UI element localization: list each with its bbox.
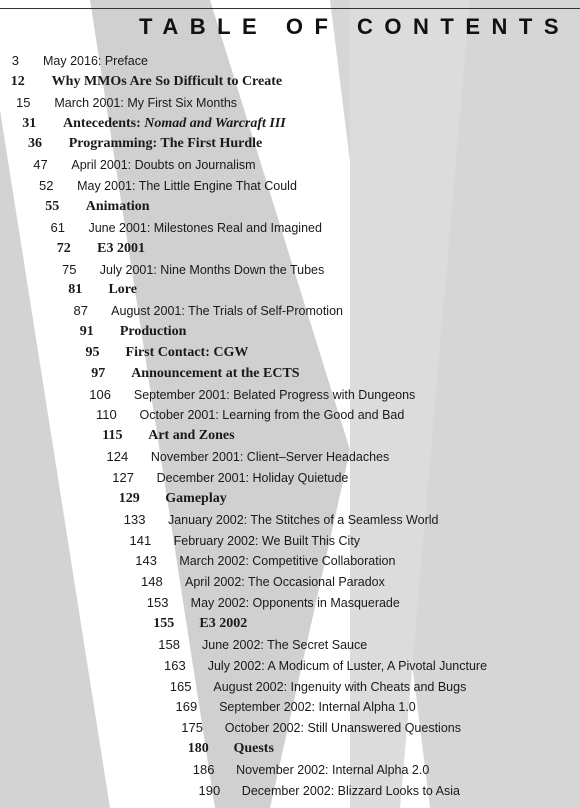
toc-page-number: 47: [33, 157, 48, 173]
toc-entry-title: [111, 301, 343, 321]
toc-entry-title: [157, 468, 349, 488]
toc-page-number: 133: [123, 511, 146, 527]
toc-entry-title-text: Art and Zones: [148, 428, 235, 444]
toc-entry[interactable]: [0, 197, 580, 217]
toc-entry-title: [69, 134, 263, 154]
toc-entry[interactable]: [0, 551, 580, 571]
toc-entry-title-text: May 2016: Preface: [43, 54, 148, 68]
toc-entry-title: [151, 447, 389, 467]
toc-entry-title-text: Production: [119, 324, 187, 340]
toc-page-number: 124: [106, 449, 129, 465]
toc-entry-title-text: August 2002: Ingenuity with Cheats and Bugs: [213, 679, 467, 694]
toc-entry-title-text: March 2001: My First Six Months: [54, 95, 238, 110]
toc-page-number: 87: [73, 303, 88, 319]
toc-entry[interactable]: [0, 531, 580, 551]
toc-entry-title: [225, 718, 461, 738]
toc-entry-title-text: November 2001: Client–Server Headaches: [150, 450, 390, 465]
toc-entry-title: [219, 697, 416, 717]
toc-page-number: 165: [169, 678, 192, 694]
toc-entry-title-text: Antecedents:: [63, 115, 145, 131]
toc-entry[interactable]: [0, 614, 580, 634]
toc-page-number: 180: [187, 741, 209, 757]
toc-entry[interactable]: [0, 405, 580, 425]
toc-entry-title-text: May 2001: The Little Engine That Could: [77, 179, 297, 194]
toc-entry-title-text: First Contact: CGW: [125, 344, 249, 360]
toc-entry-title: [120, 322, 187, 342]
toc-entry-title: [199, 614, 247, 634]
toc-page-number: 12: [10, 73, 25, 89]
toc-entry[interactable]: [0, 468, 580, 488]
toc-page-number: 148: [141, 574, 163, 590]
toc-entry-title-text: Lore: [108, 282, 137, 298]
toc-page-number: 163: [164, 657, 186, 673]
toc-entry-title: [52, 72, 282, 92]
toc-page-number: 143: [135, 553, 157, 569]
toc-entry[interactable]: [0, 364, 580, 384]
toc-entry-title: [71, 155, 255, 175]
toc-page-number: 110: [96, 407, 117, 423]
toc-page-number: 190: [198, 782, 221, 798]
toc-entry-title: [174, 531, 360, 551]
toc-entry-title: [202, 635, 367, 655]
toc-entry-title-text: December 2001: Holiday Quietude: [156, 471, 349, 485]
toc-entry-title-text: May 2002: Opponents in Masquerade: [190, 596, 400, 611]
toc-entry[interactable]: [0, 426, 580, 446]
toc-entry[interactable]: [0, 781, 580, 801]
toc-entry-title-text: September 2001: Belated Progress with Dungeons: [133, 387, 416, 402]
toc-entry[interactable]: [0, 260, 580, 280]
toc-entry-title: [191, 593, 400, 613]
toc-entry-title-text: April 2001: Doubts on Journalism: [71, 158, 256, 173]
toc-page-number: 81: [68, 282, 83, 298]
toc-entry[interactable]: [0, 322, 580, 342]
toc-entry-title: [233, 739, 273, 759]
toc-entry-title-text: September 2002: Internal Alpha 1.0: [219, 700, 416, 715]
toc-entry-title-text: June 2001: Milestones Real and Imagined: [88, 220, 322, 235]
toc-entry-title: [126, 343, 249, 363]
toc-page-number: 3: [11, 53, 19, 68]
toc-entry-title: [148, 426, 234, 446]
toc-entry[interactable]: [0, 72, 580, 92]
toc-entry-title-text: October 2001: Learning from the Good and Bad: [139, 408, 405, 423]
toc-page-number: 129: [118, 490, 140, 506]
toc-entry-title: [140, 405, 405, 425]
toc-entry-title-text: June 2002: The Secret Sauce: [202, 637, 368, 652]
toc-entry-title: [86, 197, 150, 217]
toc-page-number: 55: [45, 198, 60, 214]
toc-entry[interactable]: [0, 697, 580, 717]
toc-entry[interactable]: [0, 280, 580, 300]
toc-entry-title: [54, 93, 237, 113]
toc-entry-title-text: January 2002: The Stitches of a Seamless World: [167, 512, 439, 527]
toc-page-number: 115: [102, 428, 123, 444]
toc-page-number: 169: [175, 699, 198, 715]
toc-page-number: 141: [129, 532, 152, 548]
toc-entry[interactable]: [0, 301, 580, 321]
toc-entry[interactable]: [0, 343, 580, 363]
page-title: TABLE OF CONTENTS: [139, 14, 570, 39]
toc-entry-title-text: Why MMOs Are So Difficult to Create: [51, 73, 283, 89]
toc-entry-title-text: March 2002: Competitive Collaboration: [179, 554, 396, 569]
toc-entry-title: [97, 239, 145, 259]
toc-page-number: 158: [158, 636, 180, 652]
toc-entry-title-text: July 2002: A Modicum of Luster, A Pivotal Juncture: [207, 658, 488, 673]
toc-page-number: 75: [62, 261, 77, 277]
toc-entry[interactable]: [0, 593, 580, 613]
toc-entry-title: [131, 364, 299, 384]
toc-entry-title-text: Programming: The First Hurdle: [68, 136, 263, 152]
toc-entry-title-italic: Nomad and Warcraft III: [144, 115, 286, 131]
toc-entry-title-text: Gameplay: [165, 490, 227, 506]
toc-page-number: 175: [181, 720, 203, 736]
toc-entry-title: [213, 677, 466, 697]
toc-page-number: 52: [39, 178, 54, 194]
toc-entry-title-text: October 2002: Still Unanswered Questions: [224, 721, 461, 736]
toc-entry-title: [134, 385, 415, 405]
toc-page-number: 127: [112, 470, 134, 485]
toc-page-number: 91: [79, 324, 94, 340]
toc-entry[interactable]: [0, 677, 580, 697]
toc-entry[interactable]: [0, 134, 580, 154]
toc-entry-title-text: Quests: [233, 741, 274, 757]
toc-page-number: 155: [153, 615, 175, 631]
toc-entry-title: [63, 114, 286, 134]
toc-entry[interactable]: [0, 572, 580, 592]
toc-page-number: 186: [192, 761, 215, 777]
toc-entry-title: [242, 781, 460, 801]
toc-entry[interactable]: [0, 656, 580, 676]
toc-entry-title-text: April 2002: The Occasional Paradox: [185, 575, 385, 590]
toc-entry-title-text: July 2001: Nine Months Down the Tubes: [99, 262, 325, 277]
toc-entry-title: [88, 218, 321, 238]
toc-entry-title: [179, 551, 395, 571]
toc-entry[interactable]: [0, 176, 580, 196]
toc-entry-title-text: November 2002: Internal Alpha 2.0: [236, 762, 430, 777]
toc-entry-title: [165, 489, 226, 509]
toc-entry[interactable]: [0, 114, 580, 134]
toc-page-number: 153: [146, 595, 169, 611]
toc-entry[interactable]: [0, 385, 580, 405]
toc-entry[interactable]: [0, 93, 580, 113]
toc-entry-title-text: December 2002: Blizzard Looks to Asia: [241, 783, 460, 798]
toc-entry-title-text: Announcement at the ECTS: [131, 365, 300, 381]
toc-entry-title: [185, 572, 385, 592]
toc-entry-title-text: Animation: [85, 198, 150, 214]
toc-entry[interactable]: [0, 218, 580, 238]
toc-entry-title-text: February 2002: We Built This City: [173, 533, 361, 548]
toc-entry[interactable]: [0, 155, 580, 175]
toc-entry[interactable]: [0, 760, 580, 780]
toc-entry[interactable]: [0, 489, 580, 509]
toc-page-number: 97: [91, 365, 106, 381]
toc-page-number: 72: [56, 240, 71, 256]
toc-entry-title: [168, 510, 439, 530]
toc-page-number: 106: [89, 386, 111, 402]
toc-entry-title-text: E3 2001: [97, 240, 145, 256]
toc-entry[interactable]: [0, 447, 580, 467]
toc-page-number: 36: [28, 136, 42, 152]
toc-entry[interactable]: [0, 510, 580, 530]
toc-page-number: 15: [16, 94, 31, 110]
toc-entry[interactable]: [0, 51, 580, 71]
toc-entry-title: [108, 280, 137, 300]
toc-entry-title: [77, 176, 297, 196]
toc-entry[interactable]: [0, 718, 580, 738]
toc-entry-title: [43, 51, 148, 71]
toc-entry[interactable]: [0, 239, 580, 259]
toc-entry-title-text: August 2001: The Trials of Self-Promotion: [111, 304, 343, 319]
toc-entry-title-text: E3 2002: [199, 615, 248, 631]
toc-entry[interactable]: [0, 739, 580, 759]
toc-entry[interactable]: [0, 635, 580, 655]
toc-entry-title: [236, 760, 429, 780]
toc-entry-title: [208, 656, 487, 676]
toc-page-number: 95: [85, 344, 100, 360]
toc-page-number: 31: [22, 115, 37, 131]
toc-entry-title: [100, 260, 324, 280]
toc-page-number: 61: [50, 219, 65, 235]
